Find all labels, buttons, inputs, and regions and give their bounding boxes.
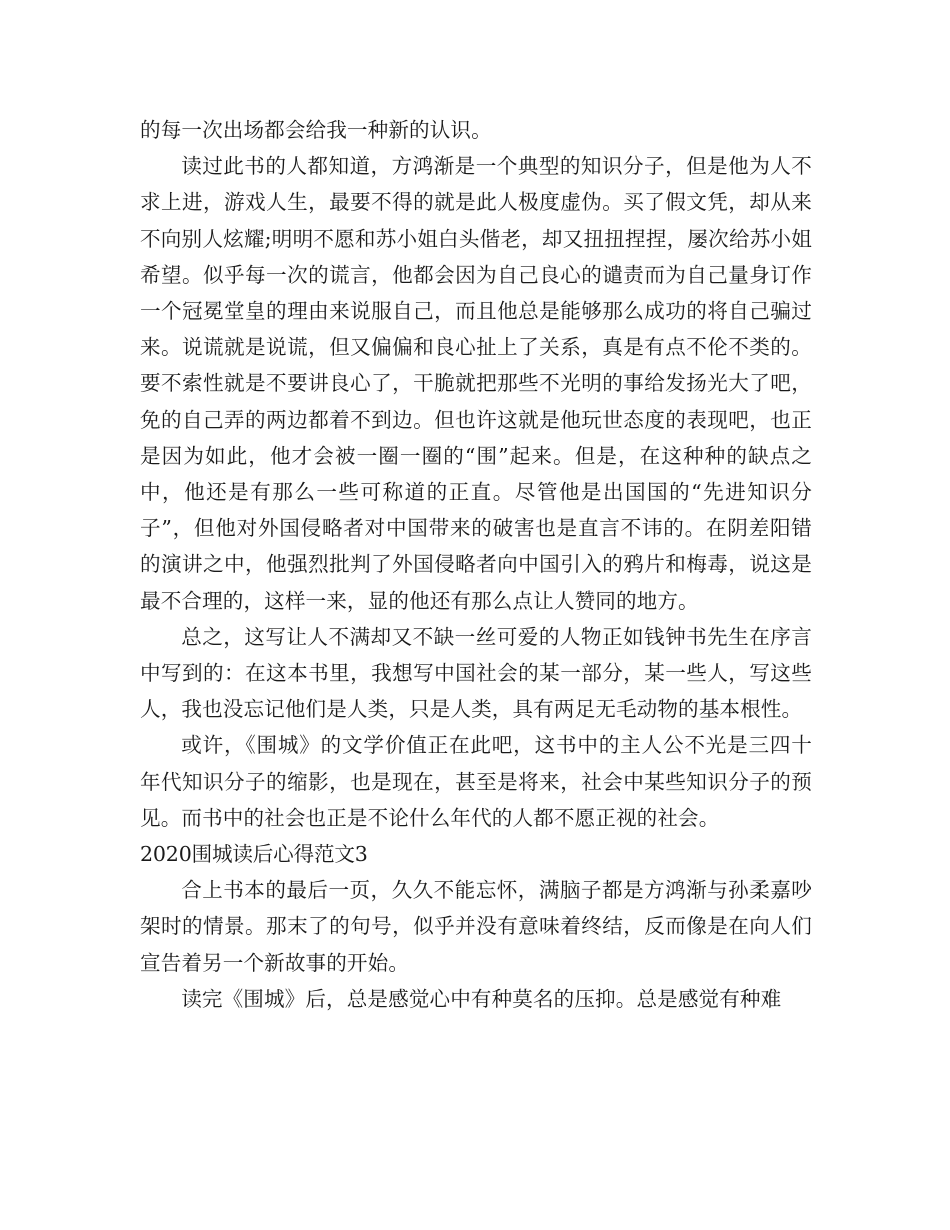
paragraph-closing-book: 合上书本的最后一页，久久不能忘怀，满脑子都是方鸿渐与孙柔嘉吵架时的情景。那末了的句号，似乎并没有意味着终结，反而像是在向人们宣告着另一个新故事的开始。 xyxy=(140,878,812,975)
paragraph-fang-hongjian-character: 读过此书的人都知道，方鸿渐是一个典型的知识分子，但是他为人不求上进，游戏人生，最要不得的就是此人极度虚伪。买了假文凭，却从来不向别人炫耀;明明不愿和苏小姐白头偕老，却又扭扭捏捏，屡次给苏小姐希望。似乎每一次的谎言，他都会因为自己良心的谴责而为自己量身订作一个冠冕堂皇的理由来说服自己，而且他总是能够那么成功的将自己骗过来。说谎就是说谎，但又偏偏和良心扯上了关系，真是有点不伦不类的。要不索性就是不要讲良心了，干脆就把那些不光明的事给发扬光大了吧，免的自己弄的两边都着不到边。但也许这就是他玩世态度的表现吧，也正是因为如此，他才会被一圈一圈的“围”起来。但是，在这种种的缺点之中，他还是有那么一些可称道的正直。尽管他是出国国的“先进知识分子”，但他对外国侵略者对中国带来的破害也是直言不讳的。在阴差阳错的演讲之中，他强烈批判了外国侵略者向中国引入的鸦片和梅毒，说这是最不合理的，这样一来，显的他还有那么点让人赞同的地方。 xyxy=(140,154,812,613)
paragraph-literary-value: 或许，《围城》的文学价值正在此吧，这书中的主人公不光是三四十年代知识分子的缩影，也是现在，甚至是将来，社会中某些知识分子的预见。而书中的社会也正是不论什么年代的人都不愿正视的社会。 xyxy=(140,733,812,830)
paragraph-summary: 总之，这写让人不满却又不缺一丝可爱的人物正如钱钟书先生在序言中写到的：在这本书里，我想写中国社会的某一部分，某一些人，写这些人，我也没忘记他们是人类，只是人类，具有两足无毛动物的基本根性。 xyxy=(140,624,812,722)
paragraph-after-reading: 读完《围城》后，总是感觉心中有种莫名的压抑。总是感觉有种难 xyxy=(181,986,782,1011)
document-body xyxy=(140,112,812,1017)
paragraph-continuation: 的每一次出场都会给我一种新的认识。 xyxy=(140,118,492,142)
section-heading: 2020围城读后心得范文3 xyxy=(140,842,368,867)
